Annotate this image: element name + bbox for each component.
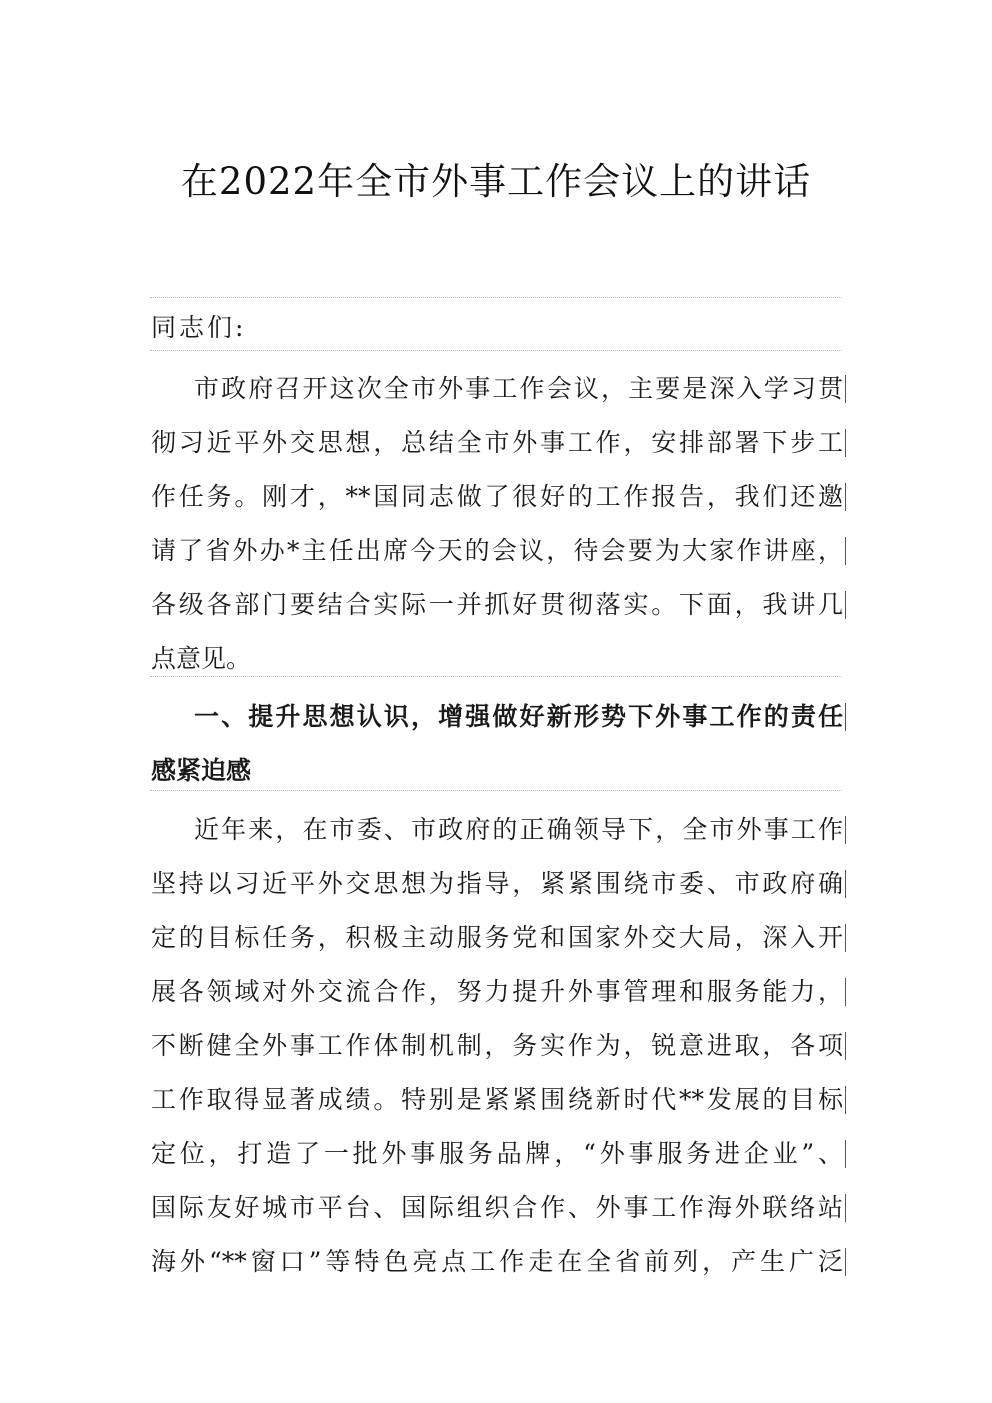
margin-mark	[845, 1032, 846, 1060]
text-line: 定的目标任务，积极主动服务党和国家外交大局，深入开	[151, 911, 843, 965]
heading-line: 一、提升思想认识，增强做好新形势下外事工作的责任	[151, 690, 843, 744]
margin-mark	[845, 375, 846, 403]
text-line: 市政府召开这次全市外事工作会议，主要是深入学习贯	[151, 362, 843, 416]
margin-mark	[845, 924, 846, 952]
text-line: 定位，打造了一批外事服务品牌，“外事服务进企业”、	[151, 1127, 843, 1181]
paragraph-achievements	[151, 803, 843, 1289]
separator	[150, 676, 842, 677]
margin-mark	[845, 816, 846, 844]
separator	[150, 790, 842, 791]
text-line: 点意见。	[151, 644, 252, 673]
text-line: 国际友好城市平台、国际组织合作、外事工作海外联络站	[151, 1181, 843, 1235]
margin-mark	[845, 1194, 846, 1222]
text-line: 请了省外办*主任出席今天的会议，待会要为大家作讲座，	[151, 524, 843, 578]
margin-mark	[845, 591, 846, 619]
margin-mark	[845, 1086, 846, 1114]
text-line: 展各领域对外交流合作，努力提升外事管理和服务能力，	[151, 965, 843, 1019]
section-heading-1	[151, 690, 843, 798]
text-line: 近年来，在市委、市政府的正确领导下，全市外事工作	[151, 803, 843, 857]
margin-mark	[845, 429, 846, 457]
document-title: 在2022年全市外事工作会议上的讲话	[180, 160, 812, 203]
paragraph-intro	[151, 362, 843, 686]
margin-mark	[845, 1140, 846, 1168]
text-line: 各级各部门要结合实际一并抓好贯彻落实。下面，我讲几	[151, 578, 843, 632]
text-line: 海外“**窗口”等特色亮点工作走在全省前列，产生广泛	[151, 1235, 843, 1289]
text-line: 不断健全外事工作体制机制，务实作为，锐意进取，各项	[151, 1019, 843, 1073]
heading-line: 感紧迫感	[151, 756, 252, 785]
margin-mark	[845, 537, 846, 565]
margin-mark	[845, 483, 846, 511]
text-line: 作任务。刚才，**国同志做了很好的工作报告，我们还邀	[151, 470, 843, 524]
text-line: 坚持以习近平外交思想为指导，紧紧围绕市委、市政府确	[151, 857, 843, 911]
margin-mark	[845, 978, 846, 1006]
margin-mark	[845, 703, 846, 731]
greeting: 同志们:	[151, 313, 247, 342]
text-line: 彻习近平外交思想，总结全市外事工作，安排部署下步工	[151, 416, 843, 470]
margin-mark	[845, 870, 846, 898]
separator	[150, 297, 842, 298]
margin-mark	[845, 1248, 846, 1276]
text-line: 工作取得显著成绩。特别是紧紧围绕新时代**发展的目标	[151, 1073, 843, 1127]
separator	[150, 350, 842, 351]
